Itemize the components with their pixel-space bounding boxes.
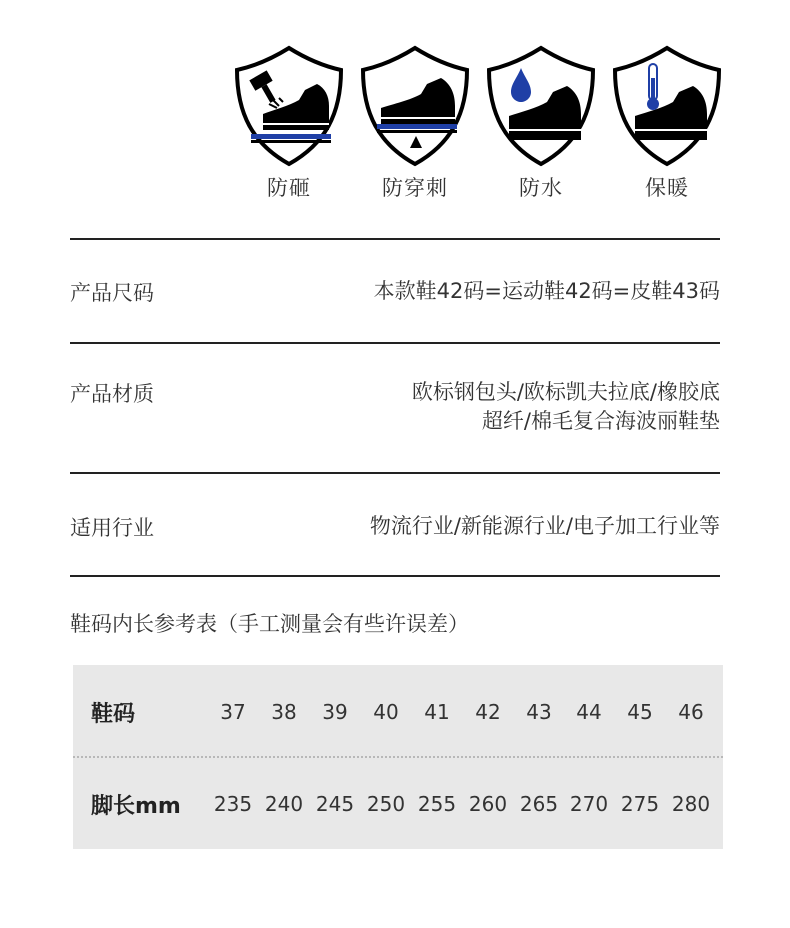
spec-label: 适用行业 [70, 516, 154, 540]
size-chart-table [73, 665, 723, 849]
table-cell: 255 [417, 792, 457, 816]
spec-value: 本款鞋42码=运动鞋42码=皮鞋43码 [373, 279, 720, 303]
divider [70, 472, 720, 474]
table-cell: 44 [576, 700, 602, 724]
feature-icons [233, 44, 725, 204]
spec-value-line: 超纤/棉毛复合海波丽鞋垫 [481, 409, 720, 433]
table-cell: 42 [475, 700, 501, 724]
spec-label: 产品尺码 [70, 281, 154, 305]
feature-warmth [611, 44, 723, 204]
feature-label: 防穿刺 [382, 176, 448, 200]
thermometer-boot-shield-icon [611, 44, 723, 168]
water-drop-boot-shield-icon [485, 44, 597, 168]
table-cell: 38 [271, 700, 297, 724]
feature-label: 防砸 [267, 176, 311, 200]
table-cell: 37 [220, 700, 246, 724]
table-cell: 270 [569, 792, 609, 816]
divider [70, 342, 720, 344]
spec-label: 产品材质 [70, 382, 154, 406]
feature-waterproof [485, 44, 597, 204]
divider [70, 238, 720, 240]
divider [70, 575, 720, 577]
row-label: 鞋码 [91, 702, 136, 727]
feature-anti-puncture [359, 44, 471, 204]
table-row [73, 757, 723, 849]
table-cell: 39 [322, 700, 348, 724]
table-cell: 265 [519, 792, 559, 816]
spec-value: 物流行业/新能源行业/电子加工行业等 [369, 514, 720, 538]
table-cell: 280 [671, 792, 711, 816]
table-cell: 245 [315, 792, 355, 816]
table-cell: 250 [366, 792, 406, 816]
row-label: 脚长mm [91, 794, 181, 819]
feature-anti-smash [233, 44, 345, 204]
table-cell: 41 [424, 700, 450, 724]
size-chart-title: 鞋码内长参考表（手工测量会有些许误差） [70, 612, 469, 636]
table-cell: 45 [627, 700, 653, 724]
table-cell: 40 [373, 700, 399, 724]
table-cell: 260 [468, 792, 508, 816]
table-cell: 275 [620, 792, 660, 816]
table-cell: 235 [213, 792, 253, 816]
table-cell: 46 [678, 700, 704, 724]
spec-value [412, 378, 720, 436]
table-row [73, 665, 723, 757]
nail-boot-shield-icon [359, 44, 471, 168]
feature-label: 保暖 [645, 176, 689, 200]
table-cell: 43 [526, 700, 552, 724]
hammer-boot-shield-icon [233, 44, 345, 168]
spec-value-line: 欧标钢包头/欧标凯夫拉底/橡胶底 [411, 380, 720, 404]
table-cell: 240 [264, 792, 304, 816]
feature-label: 防水 [519, 176, 563, 200]
